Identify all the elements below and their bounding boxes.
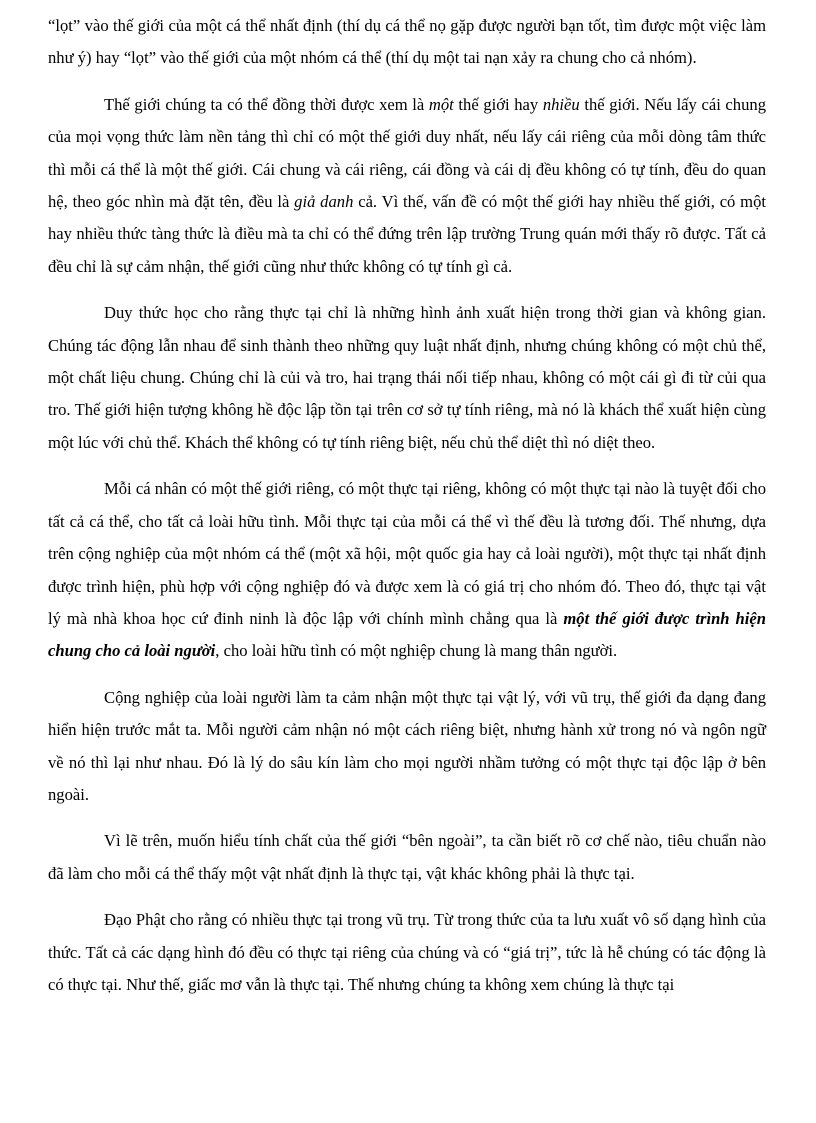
paragraph [48, 473, 766, 667]
text-segment: , cho loài hữu tình có một nghiệp chung là mang thân người. [215, 641, 618, 661]
italic-emphasis: nhiều [542, 94, 580, 114]
paragraph [48, 904, 766, 1001]
text-segment: Vì lẽ trên, muốn hiểu tính chất của thế giới “bên ngoài”, ta cần biết rõ cơ chế nào, tiêu chuẩn nào đã làm cho mỗi cá thể thấy một vật nhất định là thực tại, vật khác không phải là thực tại. [48, 831, 766, 883]
text-segment: Thế giới chúng ta có thể đồng thời được xem là [104, 94, 429, 114]
paragraph [48, 10, 766, 75]
text-segment: Đạo Phật cho rằng có nhiều thực tại trong vũ trụ. Từ trong thức của ta lưu xuất vô số dạng hình của thức. Tất cả các dạng hình đó đều có thực tại riêng của chúng và có “giá trị”, tức là hễ chúng có tác động là có thực tại. Như thế, giấc mơ vẫn là thực tại. Thế nhưng chúng ta không xem chúng là thực tại [48, 910, 766, 994]
text-segment: thế giới hay [453, 94, 543, 114]
text-segment: thế giới. Nếu lấy cái chung của mọi vọng thức làm nền tảng thì chỉ có một thế giới duy nhất, nếu lấy cái riêng của mỗi dòng tâm thức thì mỗi cá thể là một thế giới. Cái chung và cái riêng, cái đồng và cái dị đều không có tự tính, đều do quan hệ, theo góc nhìn mà đặt tên, đều là [48, 94, 766, 212]
bold-italic-emphasis: một thế giới được trình hiện chung cho cả loài người [48, 608, 766, 661]
text-segment: “lọt” vào thế giới của một cá thể nhất định (thí dụ cá thể nọ gặp được người bạn tốt, tìm được một việc làm như ý) hay “lọt” vào thế giới của một nhóm cá thể (thí dụ một tai nạn xảy ra chung cho cả nhóm). [48, 16, 766, 68]
italic-emphasis: giả danh [294, 192, 354, 212]
paragraph [48, 297, 766, 459]
paragraph [48, 825, 766, 890]
text-segment: Cộng nghiệp của loài người làm ta cảm nhận một thực tại vật lý, với vũ trụ, thế giới đa dạng đang hiển hiện trước mắt ta. Mỗi người cảm nhận nó một cách riêng biệt, nhưng hành xử trong nó và ngôn ngữ về nó thì lại như nhau. Đó là lý do sâu kín làm cho mọi người nhầm tưởng có một thực tại độc lập ở bên ngoài. [48, 687, 766, 804]
paragraph [48, 89, 766, 283]
italic-emphasis: một [428, 94, 454, 114]
text-segment: Mỗi cá nhân có một thế giới riêng, có một thực tại riêng, không có một thực tại nào là tuyệt đối cho tất cả cá thể, cho tất cả loài hữu tình. Mỗi thực tại của mỗi cá thể vì thế đều là tương đối. Thế nhưng, dựa trên cộng nghiệp của một nhóm cá thể (một xã hội, một quốc gia hay cả loài người), một thực tại nhất định được trình hiện, phù hợp với cộng nghiệp đó và được xem là có giá trị cho nhóm đó. Theo đó, thực tại vật lý mà nhà khoa học cứ đinh ninh là độc lập với chính mình chẳng qua là [48, 479, 766, 628]
text-segment: Duy thức học cho rằng thực tại chỉ là những hình ảnh xuất hiện trong thời gian và không gian. Chúng tác động lẫn nhau để sinh thành theo những quy luật nhất định, nhưng chúng không có một chủ thể, một chất liệu chung. Chúng chỉ là củi và tro, hai trạng thái nối tiếp nhau, không có một cái gì đi từ củi qua tro. Thế giới hiện tượng không hề độc lập tồn tại trên cơ sở tự tính riêng, mà nó là khách thể xuất hiện cùng một lúc với chủ thể. Khách thể không có tự tính riêng biệt, nếu chủ thể diệt thì nó diệt theo. [48, 303, 766, 452]
paragraph [48, 682, 766, 812]
text-segment: cả. Vì thế, vấn đề có một thế giới hay nhiều thế giới, có một hay nhiều thức tàng thức là điều mà ta chỉ có thể đứng trên lập trường Trung quán mới thấy rõ được. Tất cả đều chỉ là sự cảm nhận, thế giới cũng như thức không có tự tính gì cả. [48, 192, 766, 276]
document-page [48, 10, 766, 1015]
